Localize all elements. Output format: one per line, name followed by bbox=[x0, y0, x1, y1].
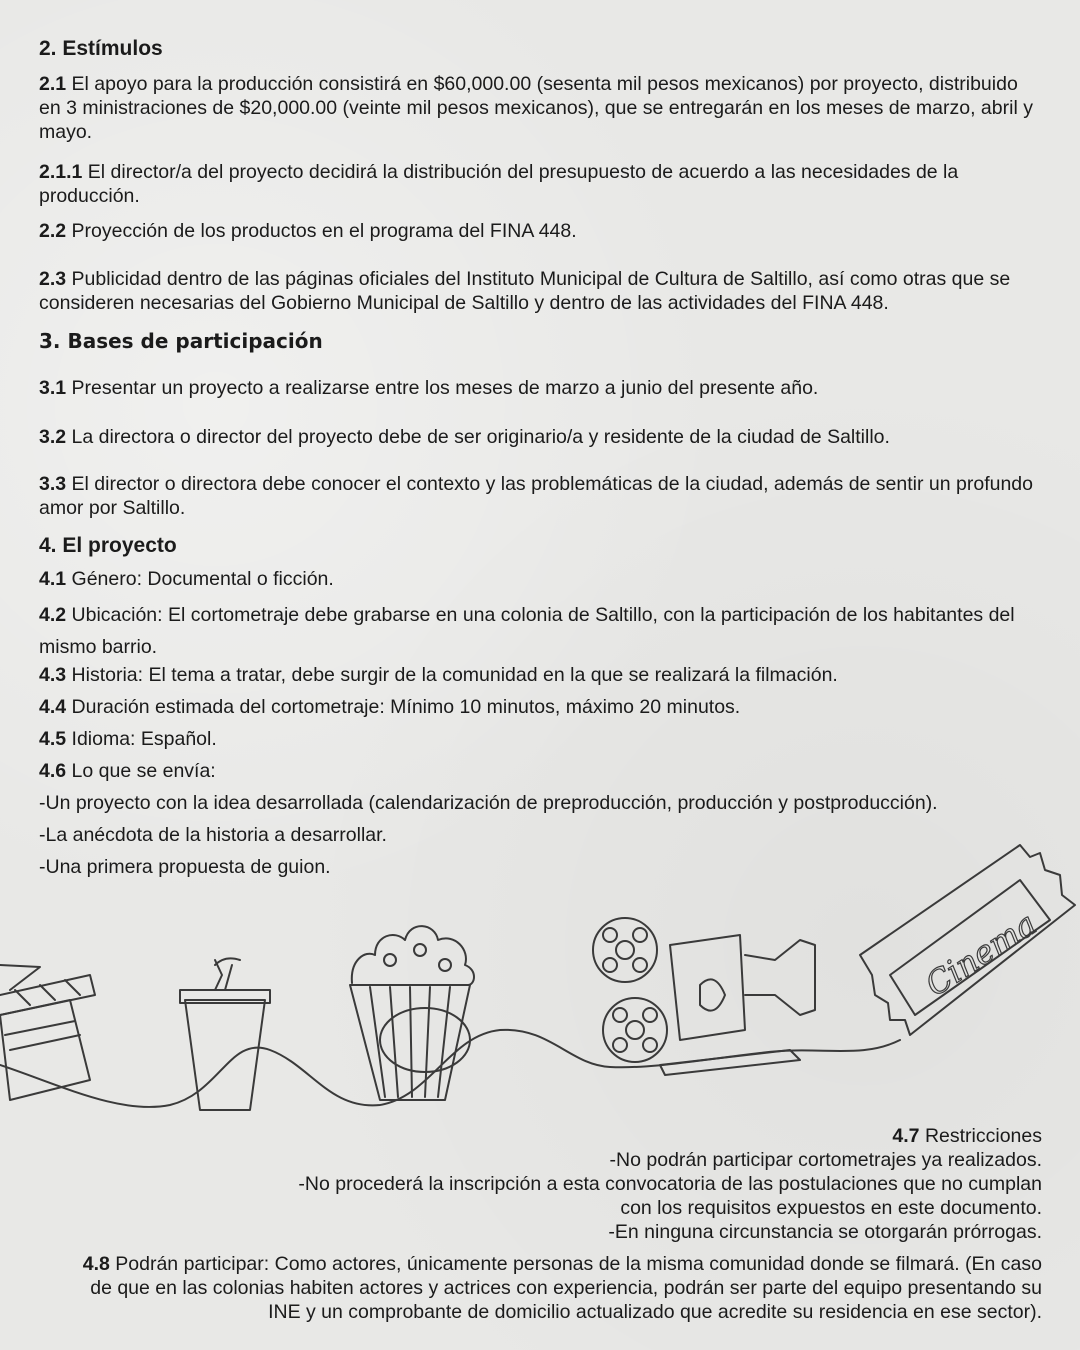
item-2-1: 2.1 El apoyo para la producción consistirá en $60,000.00 (sesenta mil pesos mexicanos) por proyecto, distribuido en 3 ministraciones de $20,000.00 (veinte mil pesos mexicanos), que se entregarán en los meses de marzo, abril y mayo. bbox=[39, 73, 1033, 143]
list-item: -La anécdota de la historia a desarrollar. bbox=[39, 824, 387, 846]
soda-cup-icon bbox=[180, 958, 270, 1110]
item-4-4: 4.4 Duración estimada del cortometraje: Mínimo 10 minutos, máximo 20 minutos. bbox=[39, 696, 741, 718]
item-2-3: 2.3 Publicidad dentro de las páginas oficiales del Instituto Municipal de Cultura de Saltillo, así como otras que se consideren necesarias del Gobierno Municipal de Saltillo y dentro de las actividades del FINA 448. bbox=[39, 268, 1011, 314]
participants-text: 4.8 Podrán participar: Como actores, únicamente personas de la misma comunidad donde se filmará. (En caso de que en las colonias habiten actores y actrices con experiencia, podrán ser parte del equipo presentando su INE y un comprobante de domicilio actualizado que acredite su residencia en ese sector). bbox=[82, 1253, 1042, 1323]
item-3-1: 3.1 Presentar un proyecto a realizarse entre los meses de marzo a junio del presente año. bbox=[39, 377, 819, 399]
participants-block bbox=[42, 1252, 1042, 1324]
list-item: -Una primera propuesta de guion. bbox=[39, 856, 331, 878]
item-4-5: 4.5 Idioma: Español. bbox=[39, 728, 217, 750]
cinema-ticket-icon bbox=[860, 845, 1075, 1035]
item-4-2: 4.2 Ubicación: El cortometraje debe grabarse en una colonia de Saltillo, con la participación de los habitantes del mismo barrio. bbox=[39, 604, 1015, 658]
item-2-1-1: 2.1.1 El director/a del proyecto decidirá la distribución del presupuesto de acuerdo a las necesidades de la producción. bbox=[39, 161, 959, 207]
popcorn-icon bbox=[350, 926, 474, 1100]
restriction-line: -En ninguna circunstancia se otorgarán prórrogas. bbox=[608, 1221, 1042, 1243]
list-item: -Un proyecto con la idea desarrollada (calendarización de preproducción, producción y postproducción). bbox=[39, 792, 938, 814]
clapperboard-icon bbox=[0, 965, 95, 1100]
section-3-heading: 3. Bases de participación bbox=[39, 329, 323, 353]
item-3-3: 3.3 El director o directora debe conocer el contexto y las problemáticas de la ciudad, además de sentir un profundo amor por Saltillo. bbox=[39, 473, 1033, 519]
item-4-3: 4.3 Historia: El tema a tratar, debe surgir de la comunidad en la que se realizará la filmación. bbox=[39, 664, 838, 686]
item-2-2: 2.2 Proyección de los productos en el programa del FINA 448. bbox=[39, 220, 577, 242]
item-3-2: 3.2 La directora o director del proyecto debe de ser originario/a y residente de la ciudad de Saltillo. bbox=[39, 426, 890, 448]
section-2-heading: 2. Estímulos bbox=[39, 37, 163, 60]
cinema-line-art-illustration bbox=[0, 835, 1080, 1125]
film-projector-icon bbox=[593, 918, 815, 1075]
restrictions-block bbox=[42, 1124, 1042, 1244]
item-4-1: 4.1 Género: Documental o ficción. bbox=[39, 568, 334, 590]
ticket-label: Cinema bbox=[918, 904, 1044, 1004]
restrictions-heading: 4.7 Restricciones bbox=[892, 1125, 1042, 1147]
restriction-line: -No procederá la inscripción a esta convocatoria de las postulaciones que no cumplan con los requisitos expuestos en este documento. bbox=[298, 1173, 1042, 1219]
restriction-line: -No podrán participar cortometrajes ya realizados. bbox=[609, 1149, 1042, 1171]
item-4-6: 4.6 Lo que se envía: bbox=[39, 760, 216, 782]
section-4-heading: 4. El proyecto bbox=[39, 534, 177, 557]
flowing-line bbox=[0, 1030, 900, 1107]
